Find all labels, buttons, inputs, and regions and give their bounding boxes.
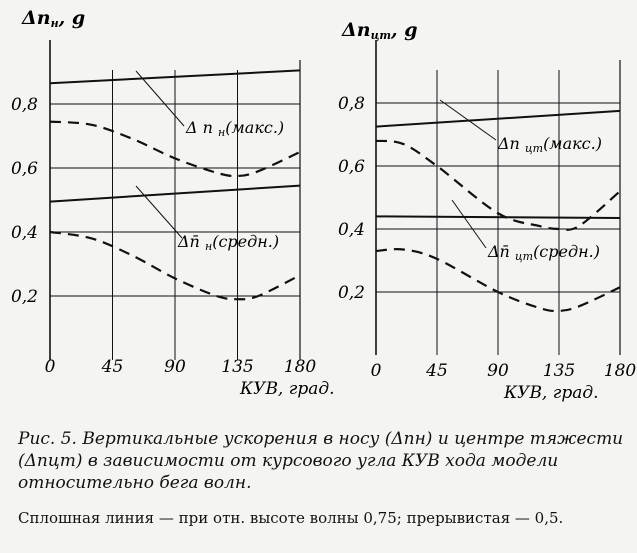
x-tick-label: 135 bbox=[221, 357, 254, 377]
annotation-leader bbox=[452, 200, 486, 248]
annotation-label: Δn̄ н(средн.) bbox=[178, 232, 280, 253]
x-tick-label: 45 bbox=[101, 357, 124, 377]
y-tick-label: 0,8 bbox=[10, 95, 38, 115]
y-tick-label: 0,2 bbox=[337, 283, 365, 303]
x-tick-label: 135 bbox=[542, 361, 576, 381]
chart-bow-acceleration bbox=[11, 7, 335, 399]
y-tick-label: 0,4 bbox=[337, 220, 365, 240]
x-tick-label: 180 bbox=[603, 361, 637, 381]
y-tick-label: 0,4 bbox=[10, 223, 38, 243]
annotation-label: Δ n н(макс.) bbox=[186, 118, 285, 139]
chart-cg-acceleration bbox=[338, 19, 636, 403]
x-axis-title: КУВ, град. bbox=[240, 379, 335, 399]
annotation-label: Δn̄ цт(средн.) bbox=[488, 242, 600, 263]
x-tick-label: 90 bbox=[164, 357, 186, 377]
y-axis-title: Δnн, g bbox=[22, 7, 86, 30]
y-axis-title: Δnцт, g bbox=[342, 19, 418, 42]
y-tick-label: 0,8 bbox=[337, 94, 365, 114]
figure-note: Сплошная линия — при отн. высоте волны 0,75; прерывистая — 0,5. bbox=[18, 509, 564, 527]
series-line-mean-solid bbox=[376, 216, 620, 218]
annotation-leader bbox=[136, 71, 184, 126]
x-tick-label: 180 bbox=[283, 357, 317, 377]
figure-caption: Рис. 5. Вертикальные ускорения в носу (Δnн) и центре тяжести (Δnцт) в зависимости от курсового угла КУВ хода модели относительно бега волн. bbox=[18, 429, 624, 493]
annotation-label: Δn цт(макс.) bbox=[498, 134, 602, 155]
x-tick-label: 0 bbox=[44, 357, 56, 377]
x-tick-label: 45 bbox=[426, 361, 448, 381]
x-tick-label: 0 bbox=[370, 361, 382, 381]
x-tick-label: 90 bbox=[487, 361, 509, 381]
y-tick-label: 0,6 bbox=[337, 157, 365, 177]
x-axis-title: КУВ, град. bbox=[504, 383, 599, 403]
y-tick-label: 0,6 bbox=[10, 159, 38, 179]
y-tick-label: 0,2 bbox=[10, 287, 38, 307]
